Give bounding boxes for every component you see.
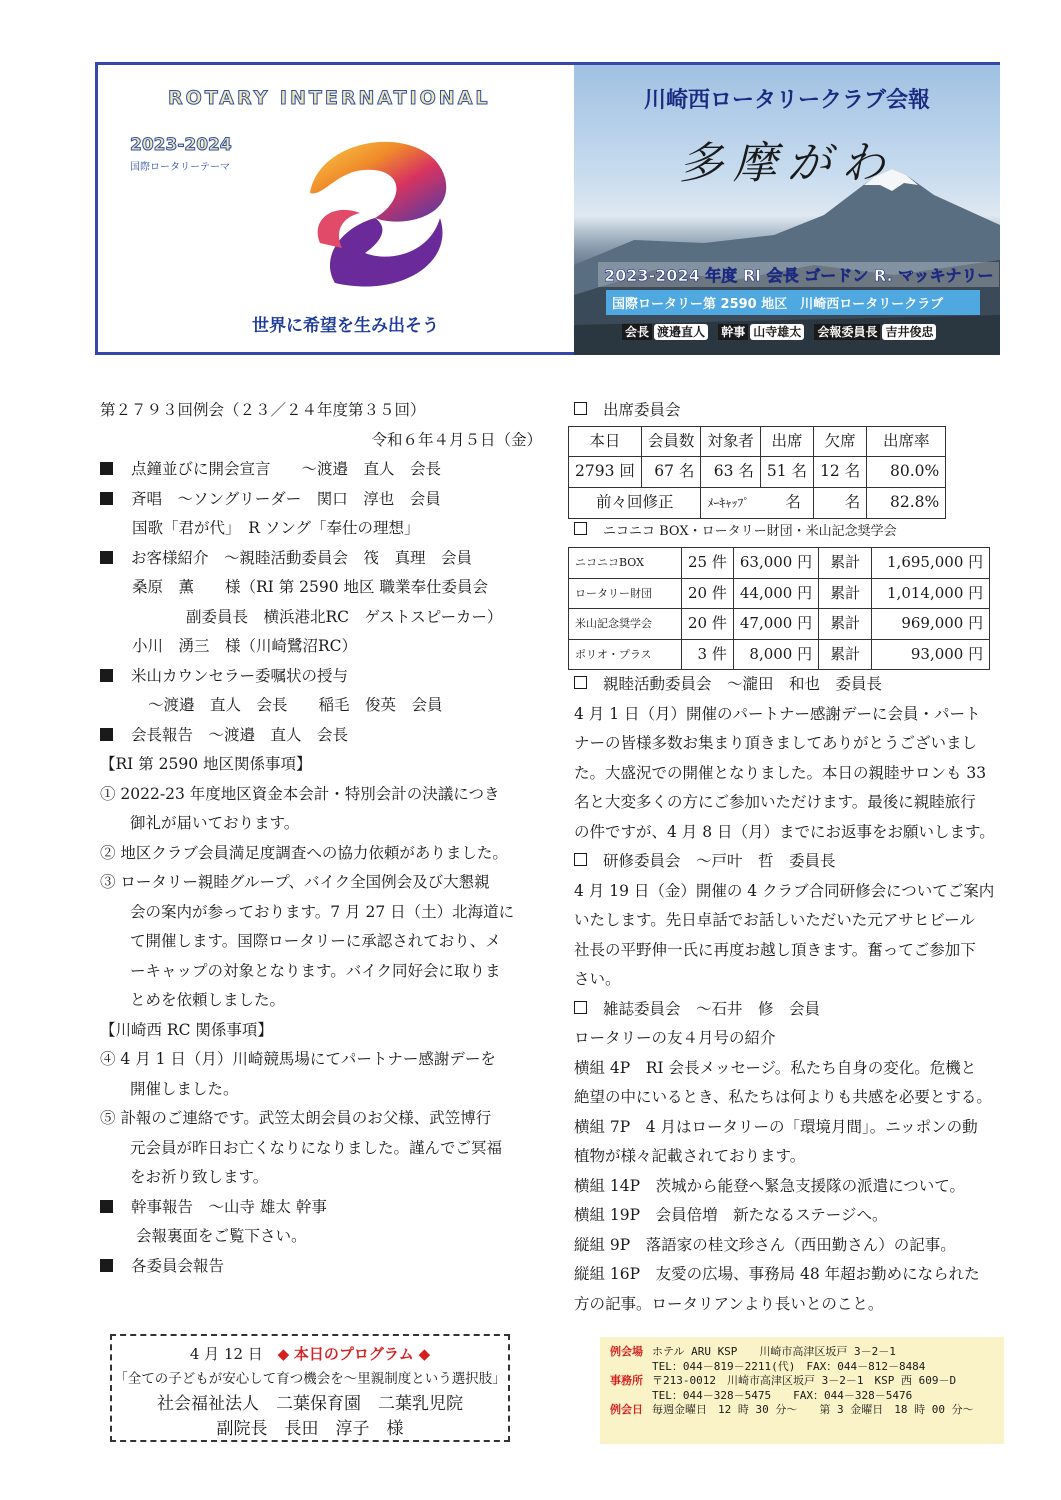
club-item-line: 開催しました。 <box>130 1079 239 1098</box>
body-line: さい。 <box>574 970 621 988</box>
magazine-committee-title: 雑誌委員会 ～石井 修 会員 <box>574 995 1024 1025</box>
agenda-subline: 国歌「君が代」 R ソング「奉仕の理想」 <box>132 519 420 537</box>
right-column <box>574 396 1024 1319</box>
officer-name: 山寺雄太 <box>750 324 804 340</box>
bulletin-brush-title: 多摩がわ <box>679 138 895 189</box>
program-speaker: 副院長 長田 淳子 様 <box>216 1419 404 1439</box>
table-cell: 12 名 <box>814 457 867 488</box>
ri-section-header: 【RI 第 2590 地区関係事項】 <box>100 755 312 773</box>
club-item-line: ⑤ 訃報のご連絡です。武笠太朗会員のお父様、武笠博行 <box>100 1109 492 1127</box>
attendance-table <box>568 426 946 520</box>
table-cell: 63,000 円 <box>733 548 818 579</box>
theme-label: 国際ロータリーテーマ <box>130 162 230 173</box>
ri-president-line: 2023-2024 年度 RI 会長 ゴードン R. マッキナリー <box>598 262 999 287</box>
table-cell: 80.0% <box>867 457 946 488</box>
table-cell: 969,000 円 <box>872 609 990 640</box>
ri-item-line: とめを依頼しました。 <box>130 991 286 1009</box>
funds-table <box>568 547 990 670</box>
body-line: 名と大変多くの方にご参加いただけます。最後に親睦旅行 <box>574 793 976 811</box>
agenda-item: お客様紹介 ～親睦活動委員会 筏 真理 会員 <box>100 544 550 574</box>
body-line: た。大盛況での開催となりました。本日の親睦サロンも 33 <box>574 763 987 782</box>
agenda-item: 幹事報告 ～山寺 雄太 幹事 <box>100 1193 550 1223</box>
checkbox-square-icon <box>574 402 587 415</box>
table-cell: ロータリー財団 <box>569 578 682 609</box>
checkbox-square-icon <box>574 1001 587 1014</box>
agenda-item: 各委員会報告 <box>100 1252 550 1282</box>
meeting-number: 第２７９３回例会（２３／２４年度第３５回） <box>100 401 426 419</box>
funds-title: ニコニコ BOX・ロータリー財団・米山記念奨学会 <box>574 519 1024 545</box>
table-cell: 20 件 <box>682 609 734 640</box>
agenda-item: 斉唱 ～ソングリーダー 関口 淳也 会員 <box>100 485 550 515</box>
table-cell: 8,000 円 <box>733 639 818 670</box>
ri-title: ROTARY INTERNATIONAL <box>168 87 491 109</box>
bullet-icon <box>100 492 113 505</box>
club-item-line: 元会員が昨日お亡くなりになりました。謹んでご冥福 <box>130 1138 503 1157</box>
table-row <box>569 487 946 519</box>
venue-tel: TEL：044－819－2211(代) FAX：044－812－8484 <box>652 1359 926 1373</box>
table-cell: 93,000 円 <box>872 639 990 670</box>
meeting-day-row: 例会日 毎週金曜日 12 時 30 分～ 第 3 金曜日 18 時 00 分～ <box>610 1403 974 1416</box>
ri-item-line: 会の案内が参っております。7 月 27 日（土）北海道に <box>130 902 515 921</box>
training-committee-title: 研修委員会 ～戸叶 哲 委員長 <box>574 847 1024 877</box>
theme-slogan: 世界に希望を生み出そう <box>252 316 439 336</box>
table-cell: 1,014,000 円 <box>872 578 990 609</box>
ri-item-line: ーキャップの対象となります。バイク同好会に取りま <box>130 961 501 980</box>
left-column <box>100 396 550 1281</box>
body-line: 社長の平野伸一氏に再度お越し頂きます。奮ってご参加下 <box>574 940 976 959</box>
district-bar: 国際ロータリー第 2590 地区 川崎西ロータリークラブ <box>606 290 980 315</box>
table-cell: 44,000 円 <box>733 578 818 609</box>
table-cell: 累計 <box>819 548 872 579</box>
table-cell: 累計 <box>819 578 872 609</box>
body-line: ナーの皆様多数お集まり頂きましてありがとうございまし <box>574 734 978 752</box>
agenda-item: 会長報告 ～渡邉 直人 会長 <box>100 721 550 751</box>
table-row <box>569 457 946 488</box>
mount-fuji-photo <box>574 65 1000 355</box>
bullet-icon <box>100 728 113 741</box>
table-cell: 累計 <box>819 609 872 640</box>
club-bulletin-title: 川崎西ロータリークラブ会報 <box>643 88 930 113</box>
club-section-header: 【川崎西 RC 関係事項】 <box>100 1020 273 1039</box>
agenda-item: 米山カウンセラー委嘱状の授与 <box>100 662 550 692</box>
office-row: 事務所 〒213-0012 川崎市高津区坂戸 3－2－1 KSP 西 609－D <box>610 1374 957 1387</box>
table-cell: 米山記念奨学会 <box>569 609 682 640</box>
bullet-icon <box>100 1200 113 1213</box>
officer-role: 会報委員長 <box>814 324 880 340</box>
officer-role: 会長 <box>622 324 652 340</box>
bullet-icon <box>100 462 113 475</box>
agenda-subline: 桑原 薫 様（RI 第 2590 地区 職業奉仕委員会 <box>132 578 488 596</box>
table-cell: ポリオ・プラス <box>569 639 682 670</box>
social-committee-title: 親睦活動委員会 ～瀧田 和也 委員長 <box>574 670 1024 700</box>
table-cell: 3 件 <box>682 639 734 670</box>
body-line: いたします。先日卓話でお話しいただいた元アサヒビール <box>574 911 975 929</box>
table-cell: 1,695,000 円 <box>872 548 990 579</box>
officer-name: 渡邉直人 <box>654 324 708 340</box>
body-line: 縦組 9P 落語家の桂文珍さん（西田勤さん）の記事。 <box>574 1235 956 1254</box>
meeting-date: 令和６年４月５日（金） <box>371 430 542 449</box>
agenda-subline: 会報裏面をご覧下さい。 <box>136 1227 307 1245</box>
checkbox-square-icon <box>574 522 587 535</box>
body-line: 絶望の中にいるとき、私たちは何よりも共感を必要とする。 <box>574 1088 992 1106</box>
body-line: 縦組 16P 友愛の広場、事務局 48 年超お勤めになられた <box>574 1265 980 1283</box>
program-subtitle: 「全ての子どもが安心して育つ機会を～里親制度という選択肢」 <box>114 1371 506 1387</box>
table-cell: ニコニコBOX <box>569 548 682 579</box>
table-cell: 51 名 <box>760 457 813 488</box>
table-cell: 25 件 <box>682 548 734 579</box>
body-line: 横組 14P 茨城から能登へ緊急支援隊の派遣について。 <box>574 1176 965 1195</box>
table-cell: 累計 <box>819 639 872 670</box>
table-row <box>569 609 990 640</box>
table-cell: 63 名 <box>701 457 761 488</box>
table-header-row <box>569 426 946 457</box>
table-cell: ﾒｰｷｬｯﾌﾟ 名 <box>701 487 814 519</box>
table-row <box>569 639 990 670</box>
agenda-subline: 副委員長 横浜港北RC ゲストスピーカー） <box>186 607 503 626</box>
diamond-icon: ◆ <box>418 1345 431 1363</box>
table-cell: 20 件 <box>682 578 734 609</box>
body-line: 横組 7P 4 月はロータリーの「環境月間」。ニッポンの動 <box>574 1117 978 1136</box>
table-cell: 47,000 円 <box>733 609 818 640</box>
ri-item-line: ① 2022-23 年度地区資金本会計・特別会計の決議につき <box>100 784 500 803</box>
table-cell: 名 <box>814 487 867 519</box>
bullet-icon <box>100 551 113 564</box>
body-line: 植物が様々記載されております。 <box>574 1147 806 1165</box>
diamond-icon: ◆ <box>277 1345 290 1363</box>
program-box <box>110 1334 510 1442</box>
meeting-day-label: 例会日 <box>610 1403 643 1416</box>
program-label: 本日のプログラム <box>293 1345 414 1363</box>
bullet-icon <box>100 669 113 682</box>
club-info-box <box>600 1337 1004 1444</box>
ri-item-line: ② 地区クラブ会員満足度調査への協力依頼がありました。 <box>100 843 508 862</box>
body-line: 4 月 19 日（金）開催の 4 クラブ合同研修会についてご案内 <box>574 881 995 900</box>
office-tel: TEL：044－328－5475 FAX：044－328－5476 <box>652 1388 913 1402</box>
program-header <box>112 1342 508 1367</box>
officer-name: 吉井俊忠 <box>882 324 936 340</box>
table-cell: 2793 回 <box>569 457 642 488</box>
club-item-line: ④ 4 月 1 日（月）川崎競馬場にてパートナー感謝デーを <box>100 1050 496 1068</box>
body-line: 横組 4P RI 会長メッセージ。私たち自身の変化。危機と <box>574 1058 977 1077</box>
agenda-subline: 小川 湧三 様（川崎鷺沼RC） <box>132 637 358 655</box>
body-line: 横組 19P 会員倍増 新たなるステージへ。 <box>574 1206 888 1224</box>
table-header: 欠席 <box>814 426 867 457</box>
checkbox-square-icon <box>574 853 587 866</box>
agenda-subline: ～渡邉 直人 会長 稲毛 俊英 会員 <box>148 696 443 714</box>
bulletin-header <box>95 62 1000 355</box>
ri-theme-logo <box>280 123 480 303</box>
club-item-line: をお祈り致します。 <box>130 1168 269 1186</box>
body-line: の件ですが、4 月 8 日（月）までにお返事をお願いします。 <box>574 822 995 841</box>
venue-label: 例会場 <box>610 1345 643 1358</box>
ri-item-line: 御礼が届いております。 <box>130 814 300 832</box>
bullet-icon <box>100 1259 113 1272</box>
attendance-title: 出席委員会 <box>574 396 1024 426</box>
program-date: 4 月 12 日 <box>189 1345 263 1363</box>
program-org: 社会福祉法人 二葉保育園 二葉乳児院 <box>157 1394 463 1414</box>
table-header: 出席率 <box>867 426 946 457</box>
venue-row: 例会場 ホテル ARU KSP 川崎市高津区坂戸 3－2－1 <box>610 1345 896 1358</box>
ri-item-line: ③ ロータリー親睦グループ、バイク全国例会及び大懇親 <box>100 873 490 891</box>
office-label: 事務所 <box>610 1374 643 1387</box>
table-header: 出席 <box>760 426 813 457</box>
table-header: 会員数 <box>641 426 701 457</box>
table-row <box>569 578 990 609</box>
body-line: ロータリーの友４月号の紹介 <box>574 1029 776 1047</box>
table-cell: 67 名 <box>641 457 701 488</box>
table-cell: 前々回修正 <box>569 487 701 519</box>
ri-item-line: て開催します。国際ロータリーに承認されており、メ <box>130 932 501 950</box>
table-row <box>569 548 990 579</box>
table-cell: 82.8% <box>867 487 946 519</box>
body-line: 方の記事。ロータリアンより長いとのこと。 <box>574 1294 884 1313</box>
agenda-item: 点鐘並びに開会宣言 ～渡邉 直人 会長 <box>100 455 550 485</box>
table-header: 対象者 <box>701 426 761 457</box>
body-line: 4 月 1 日（月）開催のパートナー感謝デーに会員・パート <box>574 704 981 723</box>
officer-role: 幹事 <box>718 324 748 340</box>
theme-year: 2023-2024 <box>130 135 232 155</box>
checkbox-square-icon <box>574 676 587 689</box>
officers-line <box>622 323 942 340</box>
table-header: 本日 <box>569 426 642 457</box>
